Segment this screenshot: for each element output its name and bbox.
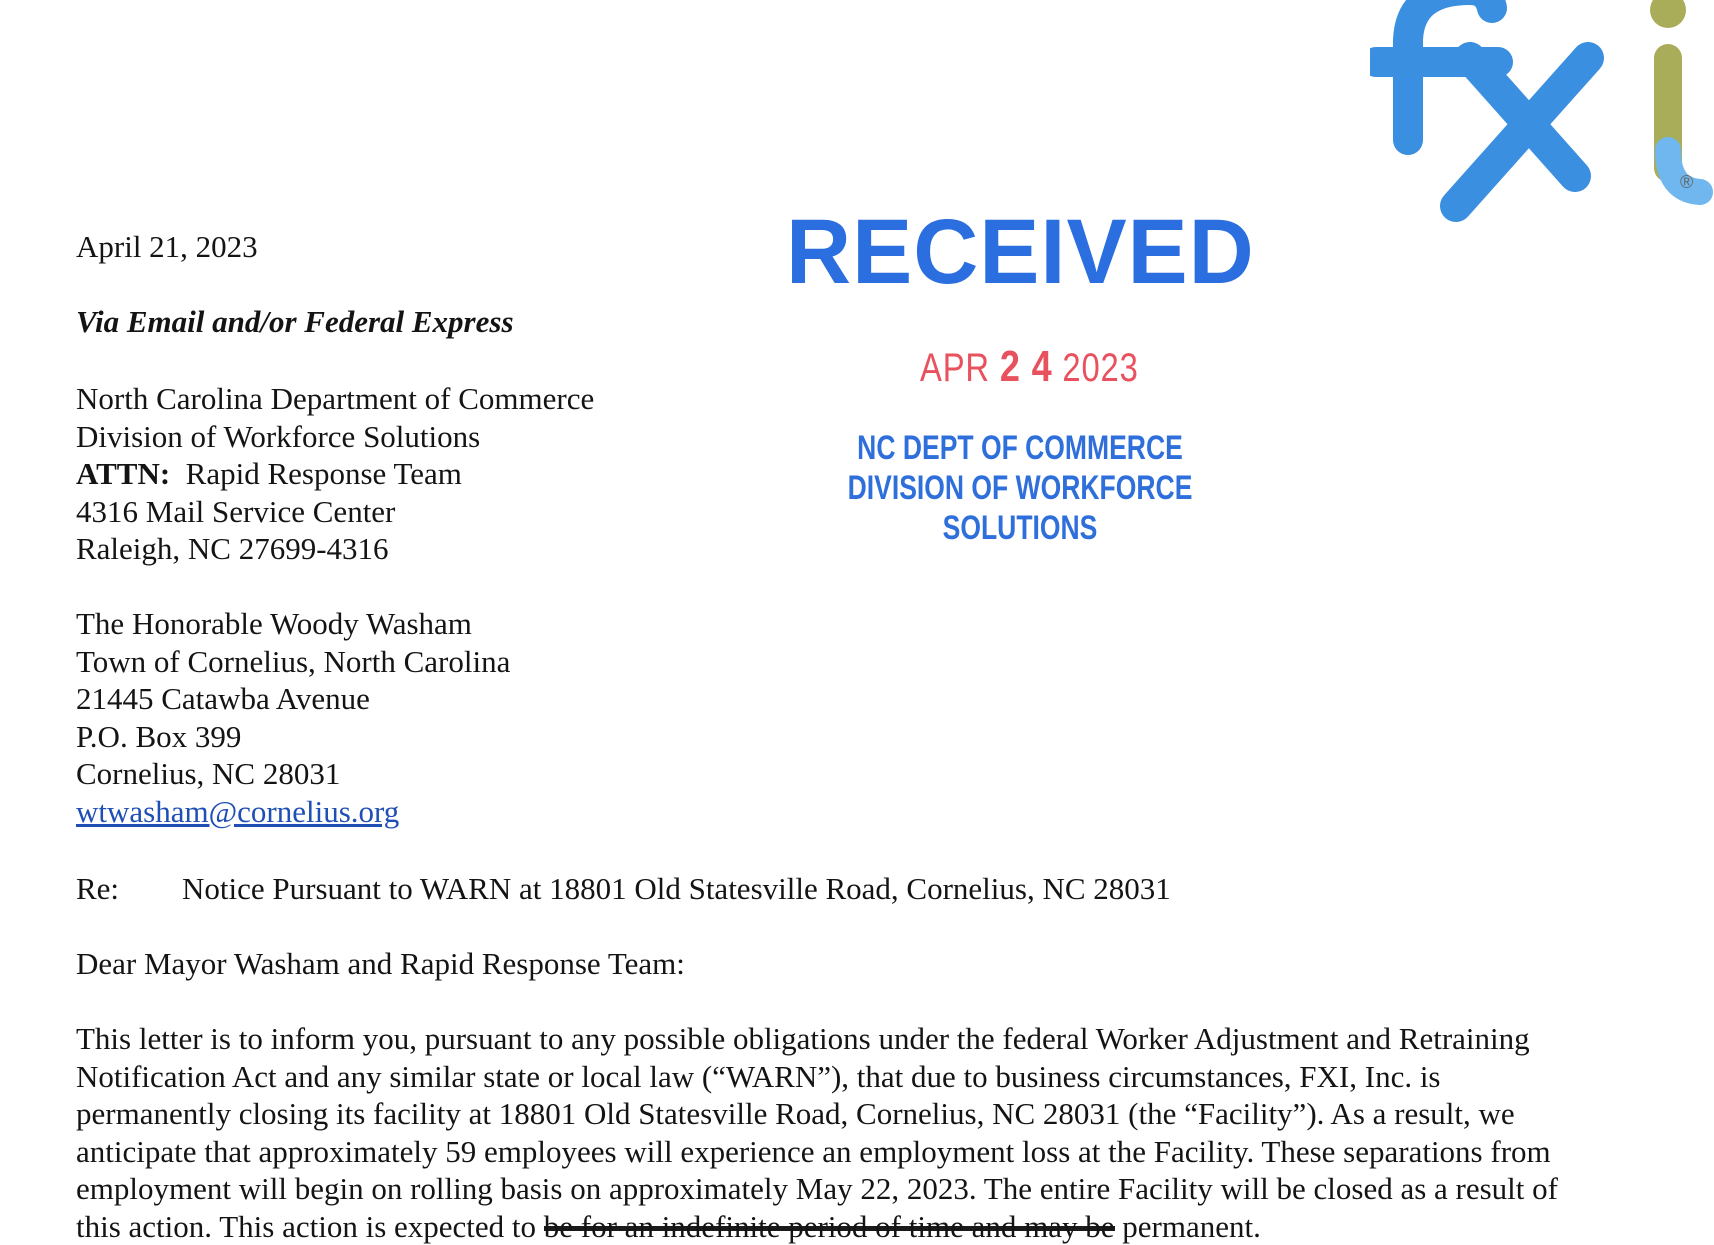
- attn-line: [76, 455, 594, 493]
- address-line: Division of Workforce Solutions: [76, 418, 594, 456]
- email-link[interactable]: wtwasham@cornelius.org: [76, 793, 510, 831]
- body-text: this action. This action is expected to: [76, 1209, 544, 1244]
- body-paragraph: [76, 1020, 1676, 1245]
- struck-text: be for an indefinite period of time and may be: [544, 1209, 1115, 1244]
- delivery-method: Via Email and/or Federal Express: [76, 303, 514, 341]
- recipient-address-commerce: [76, 380, 594, 568]
- received-stamp: RECEIVED: [786, 200, 1255, 305]
- body-text: permanent.: [1115, 1209, 1261, 1244]
- subject-line: Notice Pursuant to WARN at 18801 Old Statesville Road, Cornelius, NC 28031: [182, 870, 1171, 908]
- address-line: North Carolina Department of Commerce: [76, 380, 594, 418]
- attn-value: Rapid Response Team: [186, 456, 462, 491]
- recipient-address-mayor: [76, 605, 510, 830]
- stamp-dept-line1: NC DEPT OF COMMERCE: [786, 428, 1254, 468]
- stamp-date: [920, 342, 1139, 392]
- stamp-date-day: 2 4: [1000, 342, 1053, 391]
- address-line: P.O. Box 399: [76, 718, 510, 756]
- body-line-last: [76, 1208, 1676, 1245]
- body-line: permanently closing its facility at 18801 Old Statesville Road, Cornelius, NC 28031 (the “Facility”). As a result, we: [76, 1095, 1676, 1133]
- letter-date: April 21, 2023: [76, 228, 258, 266]
- fxi-logo: [1370, 0, 1714, 224]
- body-line: This letter is to inform you, pursuant to any possible obligations under the federal Worker Adjustment and Retraining: [76, 1020, 1676, 1058]
- address-line: Town of Cornelius, North Carolina: [76, 643, 510, 681]
- body-line: anticipate that approximately 59 employees will experience an employment loss at the Facility. These separations from: [76, 1133, 1676, 1171]
- salutation: Dear Mayor Washam and Rapid Response Team:: [76, 945, 685, 983]
- attn-label: ATTN:: [76, 456, 170, 491]
- address-line: 4316 Mail Service Center: [76, 493, 594, 531]
- body-line: employment will begin on rolling basis on approximately May 22, 2023. The entire Facility will be closed as a result of: [76, 1170, 1676, 1208]
- registered-mark: ®: [1680, 172, 1693, 193]
- stamp-date-month: APR: [920, 346, 990, 390]
- address-line: The Honorable Woody Washam: [76, 605, 510, 643]
- address-line: 21445 Catawba Avenue: [76, 680, 510, 718]
- body-line: Notification Act and any similar state or local law (“WARN”), that due to business circumstances, FXI, Inc. is: [76, 1058, 1676, 1096]
- re-label: Re:: [76, 870, 119, 908]
- stamp-dept-line2: DIVISION OF WORKFORCE SOLUTIONS: [786, 468, 1254, 548]
- address-line: Raleigh, NC 27699-4316: [76, 530, 594, 568]
- stamp-department: [786, 428, 1254, 548]
- stamp-date-year: 2023: [1062, 346, 1138, 390]
- address-line: Cornelius, NC 28031: [76, 755, 510, 793]
